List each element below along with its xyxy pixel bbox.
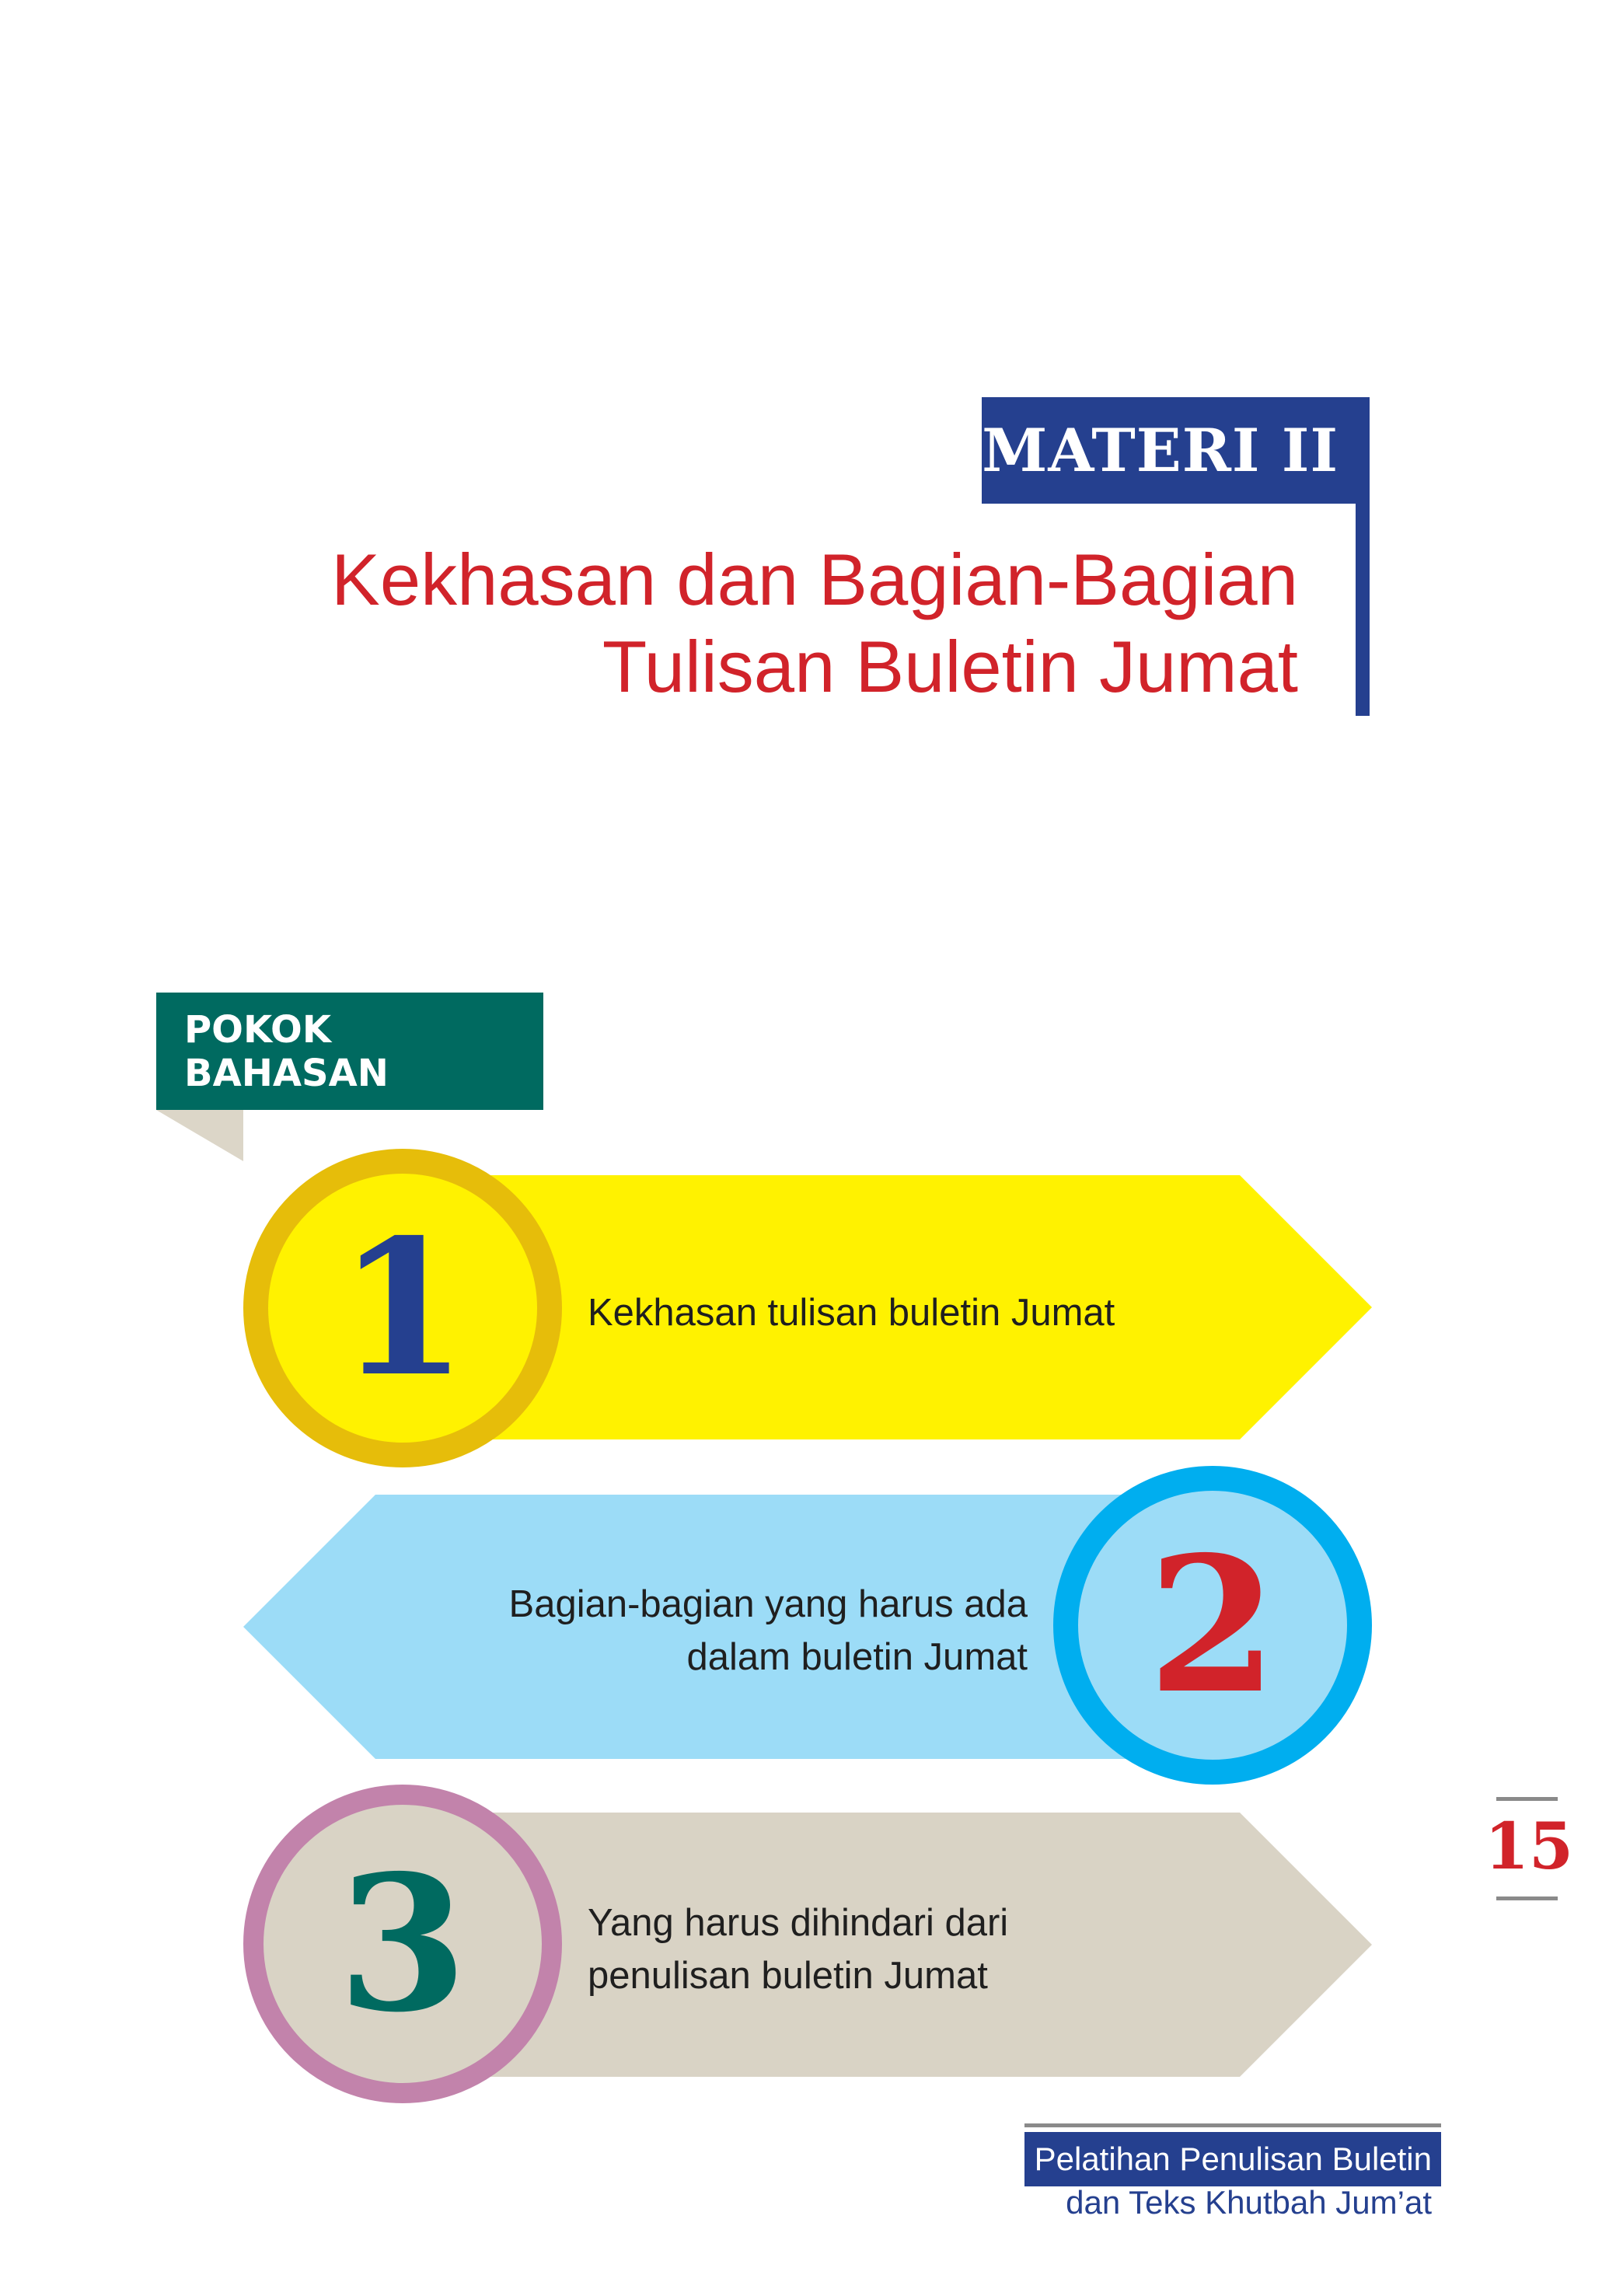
page-number-rule-bottom: [1496, 1896, 1558, 1900]
page-number-rule-top: [1496, 1797, 1558, 1801]
title-line-1: Kekhasan dan Bagian-Bagian: [331, 539, 1298, 620]
topic-3-badge: [243, 1785, 562, 2103]
topic-1-text: [588, 1286, 1115, 1339]
topic-2-text: [389, 1578, 1028, 1684]
topic-3-line-2: penulisan buletin Jumat: [588, 1955, 988, 1997]
topic-1-line-1: Kekhasan tulisan buletin Jumat: [588, 1292, 1115, 1334]
footer-rule: [1024, 2123, 1441, 2127]
topics-heading: POKOK BAHASAN: [156, 993, 543, 1110]
footer-subtitle: dan Teks Khutbah Jum’at: [1066, 2184, 1432, 2221]
topic-2-line-2: dalam buletin Jumat: [686, 1636, 1028, 1678]
topic-2-badge: [1053, 1466, 1372, 1785]
topic-3-text: [588, 1896, 1008, 2002]
topic-3-line-1: Yang harus dihindari dari: [588, 1902, 1009, 1944]
topic-3-number: 3: [337, 1834, 468, 2053]
page-number: 15: [1485, 1809, 1574, 1884]
section-label: MATERI II: [982, 397, 1370, 504]
topics-heading-fold: [156, 1110, 243, 1161]
topic-1-number: 1: [337, 1199, 468, 1418]
topic-2-number: 2: [1147, 1516, 1278, 1735]
section-accent-bar: [1356, 397, 1370, 716]
topic-2-line-1: Bagian-bagian yang harus ada: [508, 1583, 1028, 1625]
footer-title: Pelatihan Penulisan Buletin: [1024, 2132, 1441, 2186]
title-line-2: Tulisan Buletin Jumat: [602, 626, 1298, 707]
page-title: [233, 536, 1298, 710]
topic-1-badge: [243, 1149, 562, 1467]
